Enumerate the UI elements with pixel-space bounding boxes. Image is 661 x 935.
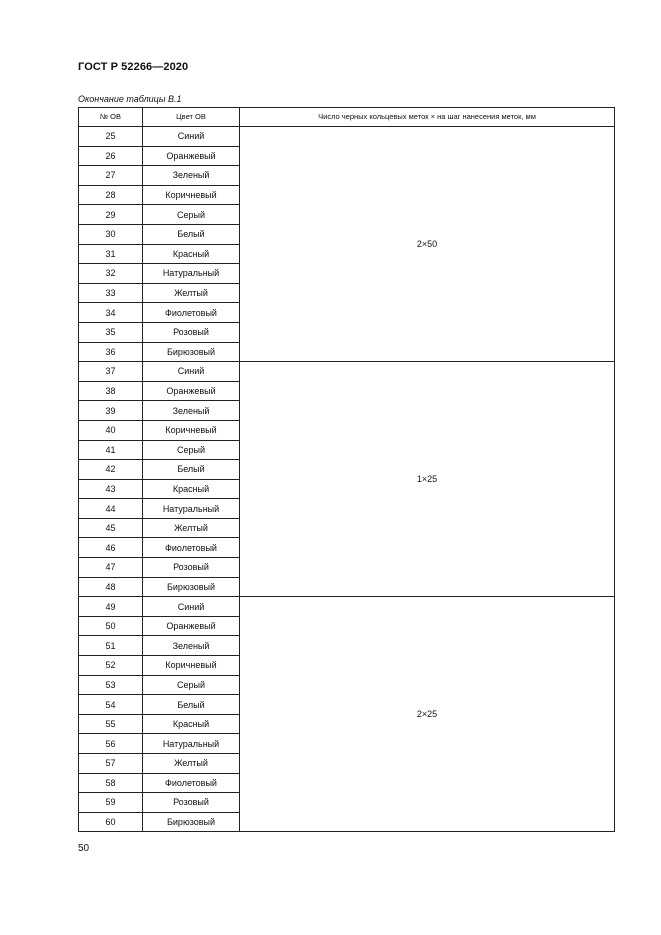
fiber-color-cell: Красный [143,479,240,499]
fiber-color-cell: Розовый [143,558,240,578]
fiber-number-cell: 34 [79,303,143,323]
document-standard-header: ГОСТ Р 52266—2020 [78,61,189,73]
fiber-color-cell: Розовый [143,793,240,813]
fiber-number-cell: 28 [79,185,143,205]
table-row [79,362,615,382]
fiber-number-cell: 26 [79,146,143,166]
fiber-color-cell: Коричневый [143,185,240,205]
fiber-number-cell: 33 [79,283,143,303]
fiber-number-cell: 55 [79,714,143,734]
fiber-number-cell: 41 [79,440,143,460]
table-row [79,127,615,147]
fiber-number-cell: 59 [79,793,143,813]
fiber-color-cell: Оранжевый [143,381,240,401]
fiber-color-cell: Красный [143,714,240,734]
fiber-color-cell: Белый [143,695,240,715]
fiber-number-cell: 54 [79,695,143,715]
ring-marks-cell: 2×50 [240,127,615,362]
fiber-color-cell: Оранжевый [143,146,240,166]
column-header-fiber-color: Цвет ОВ [143,108,240,127]
fiber-color-cell: Желтый [143,518,240,538]
fiber-number-cell: 53 [79,675,143,695]
fiber-number-cell: 51 [79,636,143,656]
fiber-color-cell: Фиолетовый [143,303,240,323]
table-caption: Окончание таблицы В.1 [78,94,182,104]
fiber-color-cell: Желтый [143,754,240,774]
column-header-ring-marks: Число черных кольцевых меток × на шаг нанесения меток, мм [240,108,615,127]
fiber-color-cell: Синий [143,362,240,382]
fiber-color-cell: Белый [143,224,240,244]
fiber-number-cell: 39 [79,401,143,421]
fiber-color-cell: Серый [143,675,240,695]
table-header-row [79,108,615,127]
fiber-color-cell: Натуральный [143,264,240,284]
fiber-number-cell: 60 [79,812,143,832]
fiber-number-cell: 58 [79,773,143,793]
column-header-fiber-number: № ОВ [79,108,143,127]
fiber-number-cell: 52 [79,656,143,676]
fiber-color-cell: Красный [143,244,240,264]
fiber-number-cell: 30 [79,224,143,244]
ring-marks-cell: 2×25 [240,597,615,832]
ring-marks-cell: 1×25 [240,362,615,597]
fiber-number-cell: 47 [79,558,143,578]
fiber-number-cell: 36 [79,342,143,362]
fiber-number-cell: 35 [79,322,143,342]
fiber-color-cell: Натуральный [143,734,240,754]
page-number: 50 [78,843,90,854]
fiber-color-cell: Зеленый [143,166,240,186]
fiber-number-cell: 49 [79,597,143,617]
fiber-color-cell: Розовый [143,322,240,342]
fiber-number-cell: 44 [79,499,143,519]
fiber-number-cell: 42 [79,460,143,480]
fiber-number-cell: 25 [79,127,143,147]
fiber-number-cell: 37 [79,362,143,382]
fiber-color-cell: Серый [143,205,240,225]
fiber-color-cell: Оранжевый [143,616,240,636]
table-body [79,127,615,832]
fiber-number-cell: 57 [79,754,143,774]
fiber-color-cell: Бирюзовый [143,577,240,597]
fiber-color-cell: Бирюзовый [143,812,240,832]
fiber-color-cell: Бирюзовый [143,342,240,362]
table-row [79,597,615,617]
fiber-number-cell: 50 [79,616,143,636]
fiber-color-cell: Желтый [143,283,240,303]
fiber-number-cell: 56 [79,734,143,754]
fiber-number-cell: 40 [79,420,143,440]
fiber-color-cell: Белый [143,460,240,480]
fiber-color-cell: Коричневый [143,420,240,440]
fiber-color-cell: Синий [143,127,240,147]
fiber-number-cell: 32 [79,264,143,284]
fiber-color-cell: Синий [143,597,240,617]
fiber-number-cell: 38 [79,381,143,401]
fiber-color-cell: Коричневый [143,656,240,676]
fiber-number-cell: 27 [79,166,143,186]
fiber-color-cell: Натуральный [143,499,240,519]
fiber-number-cell: 29 [79,205,143,225]
fiber-color-cell: Фиолетовый [143,538,240,558]
fiber-color-cell: Зеленый [143,636,240,656]
fiber-color-cell: Серый [143,440,240,460]
fiber-number-cell: 43 [79,479,143,499]
fiber-color-cell: Фиолетовый [143,773,240,793]
fiber-number-cell: 48 [79,577,143,597]
fiber-color-table [78,107,615,832]
fiber-color-cell: Зеленый [143,401,240,421]
fiber-number-cell: 45 [79,518,143,538]
fiber-number-cell: 46 [79,538,143,558]
fiber-number-cell: 31 [79,244,143,264]
